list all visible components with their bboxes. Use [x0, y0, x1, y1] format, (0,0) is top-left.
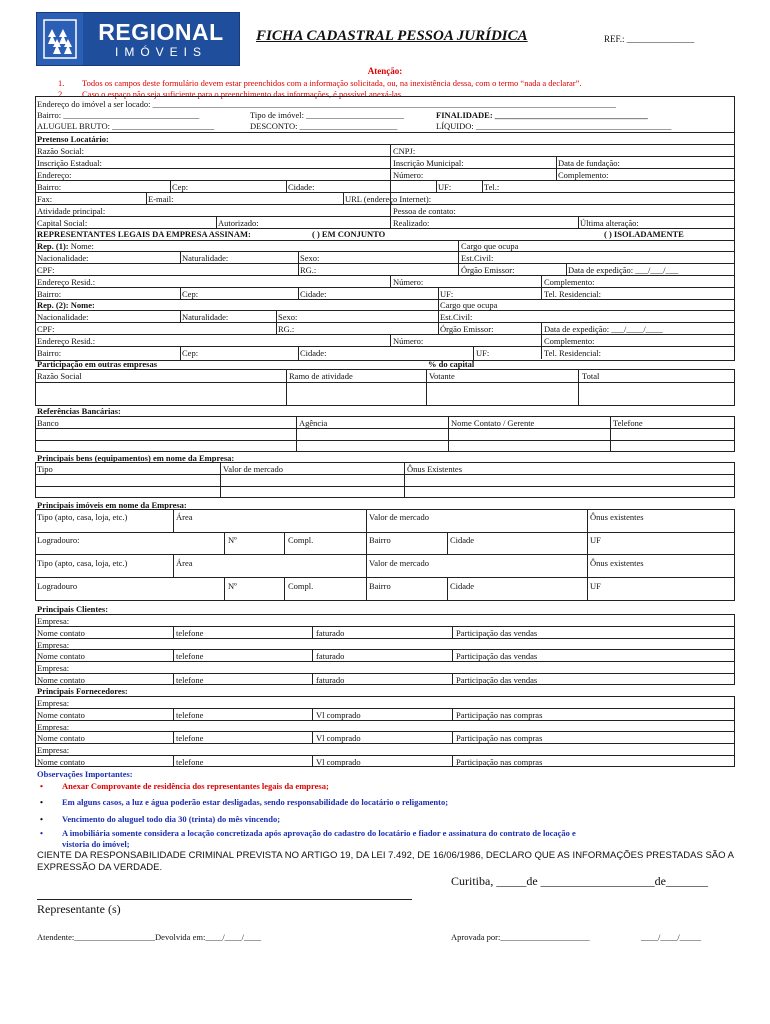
- rep2-birthplace-field[interactable]: Naturalidade:: [182, 312, 229, 322]
- rep1-name-field[interactable]: Rep. (1): Nome:: [37, 241, 94, 251]
- representative-label: Representante (s): [37, 902, 121, 916]
- participation-col: Ramo de atividade: [289, 371, 353, 381]
- logo-sub-text: IMÓVEIS: [114, 44, 207, 59]
- cnpj-field[interactable]: CNPJ:: [393, 146, 416, 156]
- supplier-purchased-field[interactable]: Vl comprado: [316, 757, 361, 767]
- rep1-address-field[interactable]: Endereço Resid.:: [37, 277, 96, 287]
- rep2-bairro-field[interactable]: Bairro:: [37, 348, 62, 358]
- bank-col: Agência: [299, 418, 328, 428]
- bullet-icon: •: [40, 781, 43, 791]
- rep1-birthplace-field[interactable]: Naturalidade:: [182, 253, 229, 263]
- client-company-field[interactable]: Empresa:: [37, 663, 70, 673]
- municipal-registration-field[interactable]: Inscrição Municipal:: [393, 158, 464, 168]
- rep2-nationality-field[interactable]: Nacionalidade:: [37, 312, 89, 322]
- participation-col: Votante: [429, 371, 455, 381]
- supplier-company-field[interactable]: Empresa:: [37, 722, 70, 732]
- page-title: FICHA CADASTRAL PESSOA JURÍDICA: [256, 28, 528, 44]
- paid-capital-field[interactable]: Realizado:: [393, 218, 430, 228]
- assets-col: Tipo: [37, 464, 53, 474]
- rep2-issue-date-field[interactable]: Data de expedição: ___/____/____: [544, 324, 663, 334]
- rep2-address-field[interactable]: Endereço Resid.:: [37, 336, 96, 346]
- rep2-cep-field[interactable]: Cep:: [182, 348, 199, 358]
- property-value-label: Valor de mercado: [369, 512, 429, 522]
- jointly-option[interactable]: ( ) EM CONJUNTO: [312, 229, 386, 239]
- observation-item: • Em alguns casos, a luz e água poderão estar desligadas, sendo responsabilidade do locatário o religamento;: [40, 797, 449, 807]
- suppliers-title: Principais Fornecedores:: [37, 686, 128, 696]
- attention-title: Atenção:: [367, 66, 403, 76]
- supplier-purchased-field[interactable]: Vl comprado: [316, 710, 361, 720]
- property-uf-label: UF: [590, 535, 601, 545]
- client-company-field[interactable]: Empresa:: [37, 640, 70, 650]
- state-registration-field[interactable]: Inscrição Estadual:: [37, 158, 102, 168]
- rep1-city-field[interactable]: Cidade:: [300, 289, 327, 299]
- logo-main-text: REGIONAL: [98, 18, 224, 45]
- rep2-marital-field[interactable]: Est.Civil:: [440, 312, 473, 322]
- supplier-contact-field[interactable]: Nome contato: [37, 757, 85, 767]
- tenant-section-title: Pretenso Locatário:: [37, 134, 109, 144]
- founding-date-field[interactable]: Data de fundação:: [558, 158, 620, 168]
- supplier-company-field[interactable]: Empresa:: [37, 745, 70, 755]
- contact-person-field[interactable]: Pessoa de contato:: [393, 206, 456, 216]
- rep1-complement-field[interactable]: Complemento:: [544, 277, 595, 287]
- client-contact-field[interactable]: Nome contato: [37, 628, 85, 638]
- bairro-field[interactable]: Bairro:: [37, 182, 62, 192]
- rep1-cep-field[interactable]: Cep:: [182, 289, 199, 299]
- client-share-field[interactable]: Participação das vendas: [456, 628, 538, 638]
- supplier-contact-field[interactable]: Nome contato: [37, 733, 85, 743]
- property-number-label: Nº: [228, 535, 237, 545]
- property-address-field[interactable]: Endereço do imóvel a ser locado: _____________________________________________________________________________________________________________: [37, 99, 616, 109]
- property-type-label: Tipo (apto, casa, loja, etc.): [37, 512, 128, 522]
- rep1-uf-field[interactable]: UF:: [440, 289, 454, 299]
- bullet-icon: •: [40, 828, 43, 838]
- rep2-sex-field[interactable]: Sexo:: [278, 312, 298, 322]
- share-capital-field[interactable]: Capital Social:: [37, 218, 88, 228]
- rep1-cpf-field[interactable]: CPF:: [37, 265, 55, 275]
- property-type-field[interactable]: Tipo de imóvel: _______________________: [250, 110, 404, 120]
- supplier-contact-field[interactable]: Nome contato: [37, 710, 85, 720]
- client-contact-field[interactable]: Nome contato: [37, 675, 85, 685]
- property-compl-label: Compl.: [288, 535, 314, 545]
- rep2-rg-field[interactable]: RG.:: [278, 324, 295, 334]
- net-rent-field[interactable]: LÍQUIDO: ______________________________________________: [436, 121, 672, 131]
- phone-field[interactable]: Tel.:: [484, 182, 500, 192]
- observation-item: • Anexar Comprovante de residência dos representantes legais da empresa;: [40, 781, 329, 791]
- rep1-marital-field[interactable]: Est.Civil:: [461, 253, 494, 263]
- number-field[interactable]: Número:: [393, 170, 424, 180]
- client-contact-field[interactable]: Nome contato: [37, 651, 85, 661]
- property-type-label: Tipo (apto, casa, loja, etc.): [37, 558, 128, 568]
- participation-col: Total: [582, 371, 600, 381]
- client-phone-field[interactable]: telefone: [176, 628, 204, 638]
- purpose-field[interactable]: FINALIDADE: ____________________________________: [436, 110, 648, 120]
- participation-title: Participação em outras empresas: [37, 359, 157, 369]
- property-uf-label: UF: [590, 581, 601, 591]
- supplier-phone-field[interactable]: telefone: [176, 757, 204, 767]
- property-city-label: Cidade: [450, 581, 475, 591]
- supplier-phone-field[interactable]: telefone: [176, 733, 204, 743]
- supplier-share-field[interactable]: Participação nas compras: [456, 733, 543, 743]
- gross-rent-field[interactable]: ALUGUEL BRUTO: ________________________: [37, 121, 215, 131]
- rep1-number-field[interactable]: Número:: [393, 277, 424, 287]
- city-date-field[interactable]: Curitiba, _____de ___________________de_______: [451, 874, 708, 888]
- observations-title: Observações Importantes:: [37, 769, 133, 779]
- property-street-label: Logradouro: [37, 581, 78, 591]
- signature-line[interactable]: [37, 899, 412, 900]
- assets-col: Ônus Existentes: [407, 464, 463, 474]
- supplier-phone-field[interactable]: telefone: [176, 710, 204, 720]
- client-company-field[interactable]: Empresa:: [37, 616, 70, 626]
- authorized-capital-field[interactable]: Autorizado:: [218, 218, 259, 228]
- address-field[interactable]: Endereço:: [37, 170, 72, 180]
- rep2-name-field[interactable]: Rep. (2): Nome:: [37, 300, 95, 310]
- assets-col: Valor de mercado: [223, 464, 283, 474]
- participation-col: Razão Social: [37, 371, 82, 381]
- property-compl-label: Compl.: [288, 581, 314, 591]
- rep2-number-field[interactable]: Número:: [393, 336, 424, 346]
- rep1-issue-date-field[interactable]: Data de expedição: ___/___/___: [568, 265, 679, 275]
- supplier-company-field[interactable]: Empresa:: [37, 698, 70, 708]
- property-bairro-label: Bairro: [369, 535, 391, 545]
- rep2-issuer-field[interactable]: Órgão Emissor:: [440, 324, 494, 334]
- approval-date-field[interactable]: ____/____/_____: [641, 932, 701, 942]
- attention-item: 2. Caso o espaço não seja suficiente para o preenchimento das informações, é possível anexá-las.: [58, 89, 404, 99]
- observation-item: • Vencimento do aluguel todo dia 30 (trinta) do mês vincendo;: [40, 814, 281, 824]
- supplier-purchased-field[interactable]: Vl comprado: [316, 733, 361, 743]
- property-area-label: Área: [176, 512, 193, 522]
- approved-by-field[interactable]: Aprovada por:_____________________: [451, 932, 590, 942]
- observation-item-continued: vistoria do imóvel;: [62, 839, 130, 849]
- property-liens-label: Ônus existentes: [590, 512, 644, 522]
- bank-refs-title: Referências Bancárias:: [37, 406, 121, 416]
- rep2-complement-field[interactable]: Complemento:: [544, 336, 595, 346]
- company-logo: [36, 12, 240, 66]
- reps-title: REPRESENTANTES LEGAIS DA EMPRESA ASSINAM:: [37, 229, 251, 239]
- complement-field[interactable]: Complemento:: [558, 170, 609, 180]
- main-activity-field[interactable]: Atividade principal:: [37, 206, 106, 216]
- supplier-share-field[interactable]: Participação nas compras: [456, 710, 543, 720]
- cep-field[interactable]: Cep:: [172, 182, 189, 192]
- rep1-sex-field[interactable]: Sexo:: [300, 253, 320, 263]
- url-field[interactable]: URL (endereço Internet):: [345, 194, 432, 204]
- assets-table[interactable]: [35, 462, 735, 498]
- observation-item: • A imobiliária somente considera a locação concretizada após aprovação do cadastro do locatário e fiador e assinatura do contrato de locação e: [40, 828, 576, 838]
- fax-field[interactable]: Fax:: [37, 194, 53, 204]
- participation-pct-header: % do capital: [428, 359, 475, 369]
- razao-social-field[interactable]: Razão Social:: [37, 146, 84, 156]
- separately-option[interactable]: ( ) ISOLADAMENTE: [604, 229, 684, 239]
- client-share-field[interactable]: Participação das vendas: [456, 651, 538, 661]
- assets-title: Principais bens (equipamentos) em nome da Empresa:: [37, 453, 235, 463]
- property-liens-label: Ônus existentes: [590, 558, 644, 568]
- discount-field[interactable]: DESCONTO: _______________________: [250, 121, 398, 131]
- declaration-text: CIENTE DA RESPONSABILIDADE CRIMINAL PREVISTA NO ARTIGO 19, DA LEI 7.492, DE 16/06/1986, DECLARO QUE AS INFORMAÇÕES PRESTADAS SÃO A EXPRESSÃO DA VERDADE.: [37, 850, 734, 873]
- property-street-label: Logradouro:: [37, 535, 80, 545]
- client-billed-field[interactable]: faturado: [316, 628, 345, 638]
- property-bairro-field[interactable]: Bairro: ________________________________: [37, 110, 200, 120]
- last-change-field[interactable]: Última alteração:: [580, 218, 639, 228]
- client-share-field[interactable]: Participação das vendas: [456, 675, 538, 685]
- attendant-field[interactable]: Atendente:___________________Devolvida em:____/____/____: [37, 932, 262, 942]
- ref-field[interactable]: REF.: _______________: [604, 34, 695, 44]
- bank-col: Nome Contato / Gerente: [451, 418, 535, 428]
- rep1-position-field[interactable]: Cargo que ocupa: [461, 241, 519, 251]
- property-area-label: Área: [176, 558, 193, 568]
- logo-emblem-icon: [37, 13, 83, 65]
- property-bairro-label: Bairro: [369, 581, 391, 591]
- uf-field[interactable]: UF:: [438, 182, 452, 192]
- attention-item: 1. Todos os campos deste formulário devem estar preenchidos com a informação solicitada, ou, na inexistência dessa, com o termo “nada a declarar”.: [58, 78, 582, 88]
- client-billed-field[interactable]: faturado: [316, 651, 345, 661]
- supplier-share-field[interactable]: Participação nas compras: [456, 757, 543, 767]
- rep2-city-field[interactable]: Cidade:: [300, 348, 327, 358]
- rep2-phone-field[interactable]: Tel. Residencial:: [544, 348, 601, 358]
- rep1-issuer-field[interactable]: Órgão Emissor:: [461, 265, 515, 275]
- property-value-label: Valor de mercado: [369, 558, 429, 568]
- clients-title: Principais Clientes:: [37, 604, 109, 614]
- rep2-uf-field[interactable]: UF:: [476, 348, 490, 358]
- property-number-label: Nº: [228, 581, 237, 591]
- rep1-bairro-field[interactable]: Bairro:: [37, 289, 62, 299]
- rep2-cpf-field[interactable]: CPF:: [37, 324, 55, 334]
- properties-title: Principais imóveis em nome da Empresa:: [37, 500, 187, 510]
- rep2-position-field[interactable]: Cargo que ocupa: [440, 300, 498, 310]
- client-phone-field[interactable]: telefone: [176, 675, 204, 685]
- rep1-nationality-field[interactable]: Nacionalidade:: [37, 253, 89, 263]
- client-billed-field[interactable]: faturado: [316, 675, 345, 685]
- client-phone-field[interactable]: telefone: [176, 651, 204, 661]
- bullet-icon: •: [40, 797, 43, 807]
- bank-col: Telefone: [613, 418, 643, 428]
- rep1-rg-field[interactable]: RG.:: [300, 265, 317, 275]
- bullet-icon: •: [40, 814, 43, 824]
- email-field[interactable]: E-mail:: [148, 194, 174, 204]
- city-field[interactable]: Cidade:: [288, 182, 315, 192]
- property-city-label: Cidade: [450, 535, 475, 545]
- rep1-phone-field[interactable]: Tel. Residencial:: [544, 289, 601, 299]
- bank-col: Banco: [37, 418, 59, 428]
- participation-table[interactable]: [35, 369, 735, 406]
